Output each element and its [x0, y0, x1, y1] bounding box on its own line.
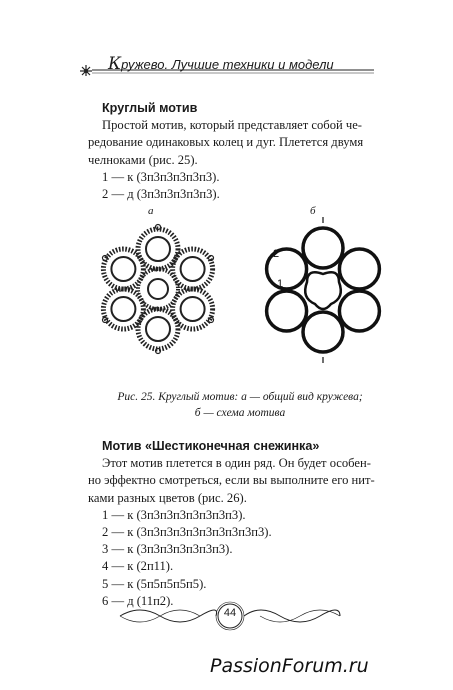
running-header — [78, 46, 378, 76]
caption-line: б — схема мотива — [194, 406, 286, 419]
watermark: PassionForum.ru — [210, 655, 369, 677]
lace-illustration — [88, 217, 238, 367]
section-snowflake-motif — [88, 438, 402, 610]
text-line: 4 — к (2п11). — [102, 559, 174, 574]
text-line: 1 — к (3п3п3п3п3п3). — [102, 169, 220, 184]
section-body — [88, 455, 402, 610]
section-heading: Мотив «Шестиконечная снежинка» — [102, 439, 320, 453]
figure-label-b: б — [310, 205, 316, 217]
page-footer — [100, 598, 360, 634]
figure-25 — [88, 205, 388, 365]
section-heading: Круглый мотив — [102, 101, 198, 115]
flower-ornament-icon — [80, 65, 92, 76]
figure-caption — [90, 390, 390, 421]
header-title: Кружево. Лучшие техники и модели — [108, 54, 334, 74]
text-line: Этот мотив плетется в один ряд. Он будет особен- — [102, 456, 371, 471]
motif-schematic — [253, 215, 398, 365]
text-line: Простой мотив, который представляет собой че- — [102, 118, 362, 133]
text-line: 3 — к (3п3п3п3п3п3п3). — [102, 542, 233, 557]
text-line: 2 — д (3п3п3п3п3п3). — [102, 187, 220, 202]
text-line: челноками (рис. 25). — [88, 152, 198, 167]
figure-label-a: а — [148, 205, 154, 217]
schematic-number-2: 2 — [273, 248, 280, 260]
text-line: 5 — к (5п5п5п5п5). — [102, 576, 207, 591]
text-line: 2 — к (3п3п3п3п3п3п3п3п3п3). — [102, 525, 272, 540]
text-line: ками разных цветов (рис. 26). — [88, 490, 247, 505]
text-line: 6 — д (11п2). — [102, 593, 174, 608]
schematic-number-1: 1 — [277, 278, 284, 290]
section-round-motif — [88, 100, 402, 203]
section-body — [88, 117, 402, 203]
page-number: 44 — [223, 607, 237, 619]
text-line: редование одинаковых колец и дуг. Плетется двумя — [88, 135, 364, 150]
text-line: но эффектно смотреться, если вы выполните его нит- — [88, 473, 375, 488]
caption-line: Рис. 25. Круглый мотив: а — общий вид кружева; — [117, 391, 363, 403]
text-line: 1 — к (3п3п3п3п3п3п3п3). — [102, 507, 246, 522]
